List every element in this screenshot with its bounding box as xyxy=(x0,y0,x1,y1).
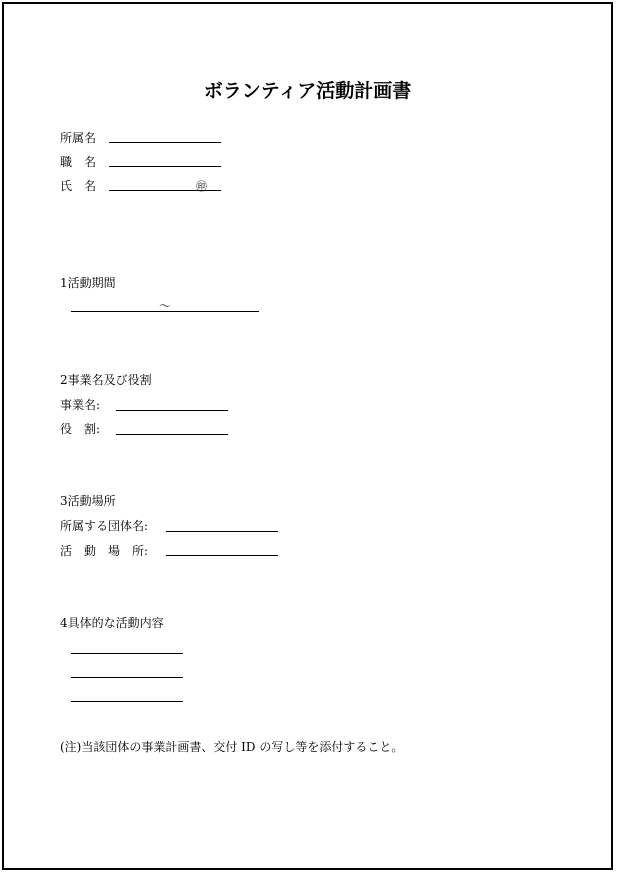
section-2-heading: 2事業名及び役割 xyxy=(60,373,152,387)
range-separator: ～ xyxy=(159,299,172,313)
role-label: 役 割: xyxy=(60,422,101,436)
activity-place-label: 活 動 場 所: xyxy=(60,544,149,558)
attachment-note: (注)当該団体の事業計画書、交付 ID の写し等を添付すること。 xyxy=(60,740,404,754)
section-4-heading: 4具体的な活動内容 xyxy=(60,616,164,630)
document-page xyxy=(2,2,613,870)
section-3-heading: 3活動場所 xyxy=(60,494,116,508)
project-name-line[interactable] xyxy=(116,410,228,411)
project-name-label: 事業名: xyxy=(60,398,101,412)
activity-detail-line[interactable] xyxy=(71,701,183,702)
affiliation-field-line[interactable] xyxy=(109,142,221,143)
seal-mark: ㊞ xyxy=(196,180,207,193)
name-label: 氏 名 xyxy=(60,179,97,193)
activity-detail-line[interactable] xyxy=(71,677,183,678)
document-title: ボランティア活動計画書 xyxy=(203,80,412,102)
position-field-line[interactable] xyxy=(109,166,221,167)
role-line[interactable] xyxy=(116,434,228,435)
activity-detail-line[interactable] xyxy=(71,653,183,654)
organization-name-label: 所属する団体名: xyxy=(60,519,149,533)
affiliation-label: 所属名 xyxy=(60,131,97,145)
section-1-heading: 1活動期間 xyxy=(60,276,116,290)
organization-name-line[interactable] xyxy=(166,531,278,532)
activity-place-line[interactable] xyxy=(166,555,278,556)
position-label: 職 名 xyxy=(60,155,97,169)
